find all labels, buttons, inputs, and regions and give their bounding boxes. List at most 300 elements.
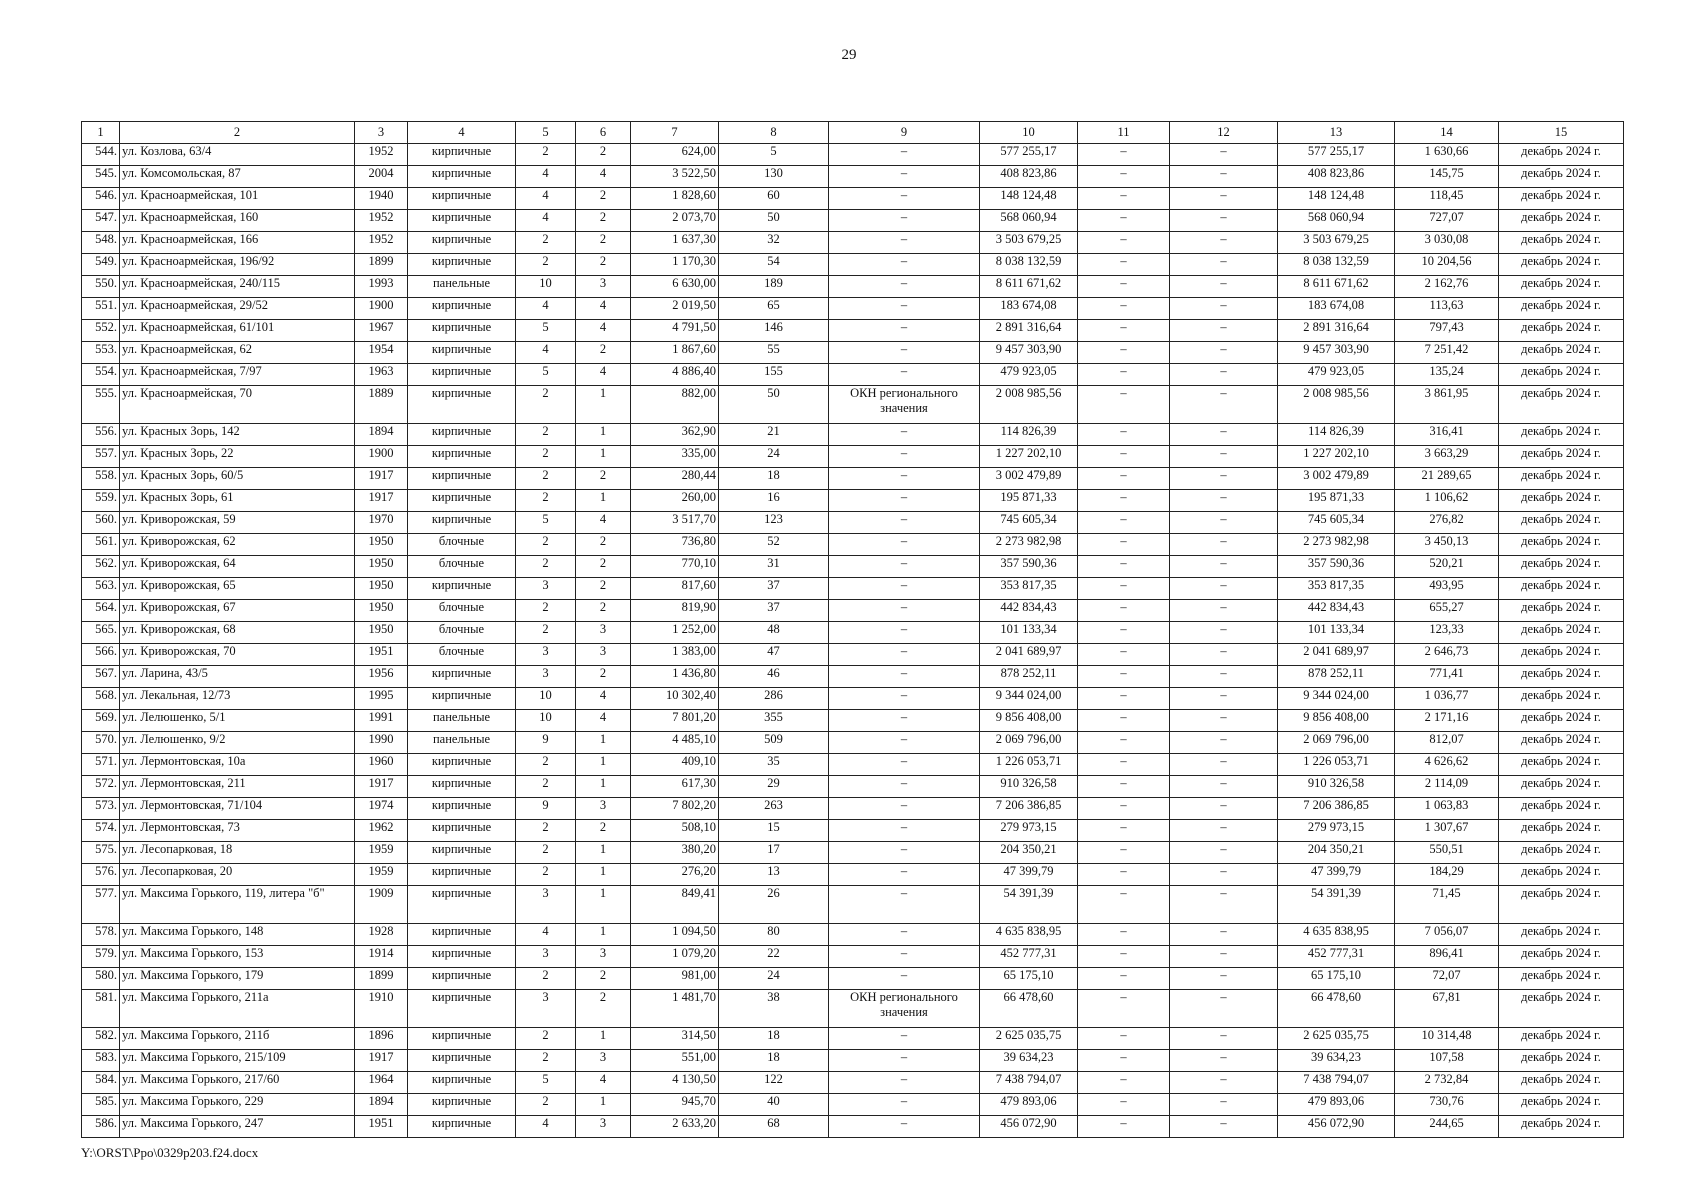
table-cell: 2 633,20 [631, 1116, 719, 1138]
table-cell: декабрь 2024 г. [1499, 512, 1624, 534]
table-cell: 1950 [355, 600, 408, 622]
table-row [82, 842, 1624, 864]
table-cell: 565. [82, 622, 120, 644]
table-cell: 135,24 [1395, 364, 1499, 386]
table-cell: 286 [719, 688, 829, 710]
table-cell: – [1078, 298, 1170, 320]
table-cell: – [1078, 534, 1170, 556]
table-cell: декабрь 2024 г. [1499, 688, 1624, 710]
table-cell: 114 826,39 [980, 424, 1078, 446]
table-cell: 276,20 [631, 864, 719, 886]
table-cell: – [1170, 298, 1278, 320]
table-cell: 1 252,00 [631, 622, 719, 644]
table-cell: 2 [576, 254, 631, 276]
table-cell: 3 [516, 666, 576, 688]
table-cell: 1 226 053,71 [1278, 754, 1395, 776]
table-cell: – [829, 320, 980, 342]
table-cell: 280,44 [631, 468, 719, 490]
table-cell: 4 626,62 [1395, 754, 1499, 776]
table-cell: 2 114,09 [1395, 776, 1499, 798]
table-cell: 819,90 [631, 600, 719, 622]
table-cell: 54 391,39 [980, 886, 1078, 924]
table-cell: – [1170, 166, 1278, 188]
table-cell: 2 [576, 600, 631, 622]
table-cell: ул. Лермонтовская, 10а [120, 754, 355, 776]
table-cell: 4 635 838,95 [1278, 924, 1395, 946]
table-cell: ул. Красноармейская, 61/101 [120, 320, 355, 342]
table-cell: 945,70 [631, 1094, 719, 1116]
table-cell: 314,50 [631, 1028, 719, 1050]
table-cell: 4 791,50 [631, 320, 719, 342]
table-cell: ул. Ларина, 43/5 [120, 666, 355, 688]
table-cell: ул. Красных Зорь, 60/5 [120, 468, 355, 490]
table-row [82, 644, 1624, 666]
table-row [82, 754, 1624, 776]
table-cell: – [1170, 232, 1278, 254]
table-cell: – [1170, 820, 1278, 842]
table-cell: 578. [82, 924, 120, 946]
table-cell: 771,41 [1395, 666, 1499, 688]
table-cell: панельные [408, 732, 516, 754]
table-row [82, 924, 1624, 946]
table-cell: декабрь 2024 г. [1499, 188, 1624, 210]
table-cell: 574. [82, 820, 120, 842]
table-cell: 1959 [355, 864, 408, 886]
table-cell: ул. Лермонтовская, 211 [120, 776, 355, 798]
table-cell: – [1170, 644, 1278, 666]
table-cell: 849,41 [631, 886, 719, 924]
table-row [82, 968, 1624, 990]
table-cell: 101 133,34 [1278, 622, 1395, 644]
table-cell: 452 777,31 [980, 946, 1078, 968]
table-cell: ул. Лелюшенко, 5/1 [120, 710, 355, 732]
table-cell: – [1078, 424, 1170, 446]
table-cell: ул. Козлова, 63/4 [120, 144, 355, 166]
table-cell: 13 [719, 864, 829, 886]
table-cell: кирпичные [408, 166, 516, 188]
table-cell: – [829, 468, 980, 490]
table-cell: – [1078, 990, 1170, 1028]
table-cell: 39 634,23 [1278, 1050, 1395, 1072]
table-cell: – [1078, 644, 1170, 666]
table-cell: 2 891 316,64 [980, 320, 1078, 342]
table-cell: – [1170, 386, 1278, 424]
table-cell: декабрь 2024 г. [1499, 644, 1624, 666]
table-cell: 408 823,86 [980, 166, 1078, 188]
table-cell: 520,21 [1395, 556, 1499, 578]
table-row [82, 732, 1624, 754]
table-cell: 10 [516, 710, 576, 732]
table-cell: – [1078, 468, 1170, 490]
table-cell: 122 [719, 1072, 829, 1094]
table-cell: 31 [719, 556, 829, 578]
table-cell: – [829, 1028, 980, 1050]
table-cell: – [1170, 254, 1278, 276]
table-cell: 5 [516, 364, 576, 386]
table-cell: 1950 [355, 578, 408, 600]
table-cell: декабрь 2024 г. [1499, 968, 1624, 990]
table-row [82, 512, 1624, 534]
table-cell: – [829, 1094, 980, 1116]
table-cell: 7 438 794,07 [1278, 1072, 1395, 1094]
column-number-cell: 14 [1395, 122, 1499, 144]
table-cell: 47 399,79 [980, 864, 1078, 886]
table-cell: 2 162,76 [1395, 276, 1499, 298]
table-cell: 878 252,11 [1278, 666, 1395, 688]
table-cell: 2 041 689,97 [1278, 644, 1395, 666]
table-cell: 409,10 [631, 754, 719, 776]
table-cell: – [1078, 144, 1170, 166]
table-cell: 408 823,86 [1278, 166, 1395, 188]
table-cell: 1 481,70 [631, 990, 719, 1028]
table-cell: – [1170, 490, 1278, 512]
table-cell: 1940 [355, 188, 408, 210]
table-row [82, 342, 1624, 364]
table-cell: – [829, 298, 980, 320]
table-row [82, 666, 1624, 688]
table-cell: 1896 [355, 1028, 408, 1050]
table-cell: ул. Максима Горького, 215/109 [120, 1050, 355, 1072]
table-cell: декабрь 2024 г. [1499, 776, 1624, 798]
table-cell: 1 063,83 [1395, 798, 1499, 820]
table-cell: 3 [576, 644, 631, 666]
table-cell: 2 [516, 468, 576, 490]
table-cell: ул. Красноармейская, 166 [120, 232, 355, 254]
table-cell: ул. Красноармейская, 196/92 [120, 254, 355, 276]
table-cell: блочные [408, 644, 516, 666]
table-cell: 2 [516, 144, 576, 166]
table-cell: – [1078, 688, 1170, 710]
table-cell: 568 060,94 [980, 210, 1078, 232]
table-cell: – [1170, 600, 1278, 622]
table-cell: ул. Криворожская, 68 [120, 622, 355, 644]
table-cell: – [829, 1116, 980, 1138]
table-cell: 32 [719, 232, 829, 254]
table-cell: – [829, 666, 980, 688]
table-cell: 3 [576, 946, 631, 968]
table-cell: – [1170, 468, 1278, 490]
table-cell: 617,30 [631, 776, 719, 798]
table-cell: 812,07 [1395, 732, 1499, 754]
table-cell: 1909 [355, 886, 408, 924]
table-cell: 1 036,77 [1395, 688, 1499, 710]
table-cell: 279 973,15 [980, 820, 1078, 842]
table-cell: – [829, 424, 980, 446]
table-cell: 586. [82, 1116, 120, 1138]
table-cell: 2 069 796,00 [1278, 732, 1395, 754]
table-cell: 7 206 386,85 [1278, 798, 1395, 820]
table-cell: декабрь 2024 г. [1499, 424, 1624, 446]
table-cell: 509 [719, 732, 829, 754]
table-cell: 380,20 [631, 842, 719, 864]
table-cell: кирпичные [408, 864, 516, 886]
table-cell: 3 002 479,89 [980, 468, 1078, 490]
table-cell: 24 [719, 446, 829, 468]
table-cell: ул. Красноармейская, 101 [120, 188, 355, 210]
table-cell: 4 [516, 342, 576, 364]
table-cell: 1917 [355, 490, 408, 512]
table-cell: блочные [408, 534, 516, 556]
table-cell: – [1078, 512, 1170, 534]
table-cell: 68 [719, 1116, 829, 1138]
table-cell: – [1170, 924, 1278, 946]
table-cell: 3 [576, 798, 631, 820]
table-cell: 2 [516, 446, 576, 468]
table-cell: – [829, 446, 980, 468]
table-cell: 148 124,48 [980, 188, 1078, 210]
table-cell: 204 350,21 [1278, 842, 1395, 864]
table-cell: 878 252,11 [980, 666, 1078, 688]
table-cell: 547. [82, 210, 120, 232]
table-cell: 882,00 [631, 386, 719, 424]
table-cell: 7 438 794,07 [980, 1072, 1078, 1094]
table-cell: – [829, 578, 980, 600]
table-cell: 1951 [355, 1116, 408, 1138]
table-cell: – [1078, 364, 1170, 386]
table-cell: 479 893,06 [980, 1094, 1078, 1116]
table-cell: – [1170, 512, 1278, 534]
table-cell: 4 [516, 210, 576, 232]
table-cell: – [1078, 886, 1170, 924]
table-cell: 46 [719, 666, 829, 688]
table-cell: 195 871,33 [1278, 490, 1395, 512]
table-row [82, 622, 1624, 644]
table-cell: – [1078, 600, 1170, 622]
table-cell: декабрь 2024 г. [1499, 578, 1624, 600]
table-cell: декабрь 2024 г. [1499, 1116, 1624, 1138]
table-cell: 2 [516, 1094, 576, 1116]
table-cell: – [1170, 1094, 1278, 1116]
table-row [82, 886, 1624, 924]
table-cell: 1 867,60 [631, 342, 719, 364]
table-cell: 2 [516, 1028, 576, 1050]
table-cell: – [1078, 710, 1170, 732]
table-row [82, 424, 1624, 446]
table-cell: 3 861,95 [1395, 386, 1499, 424]
table-cell: – [829, 968, 980, 990]
table-cell: 1 383,00 [631, 644, 719, 666]
table-cell: декабрь 2024 г. [1499, 798, 1624, 820]
table-cell: 4 [516, 298, 576, 320]
table-cell: 479 923,05 [980, 364, 1078, 386]
table-cell: декабрь 2024 г. [1499, 924, 1624, 946]
table-cell: декабрь 2024 г. [1499, 276, 1624, 298]
table-row [82, 776, 1624, 798]
table-cell: 1900 [355, 298, 408, 320]
table-cell: 67,81 [1395, 990, 1499, 1028]
table-cell: ул. Максима Горького, 229 [120, 1094, 355, 1116]
table-cell: – [1170, 556, 1278, 578]
table-cell: – [1078, 946, 1170, 968]
table-cell: декабрь 2024 г. [1499, 600, 1624, 622]
table-cell: 573. [82, 798, 120, 820]
table-row [82, 446, 1624, 468]
table-cell: – [1078, 276, 1170, 298]
table-cell: 1962 [355, 820, 408, 842]
table-row [82, 364, 1624, 386]
table-cell: 1952 [355, 232, 408, 254]
table-cell: 8 611 671,62 [980, 276, 1078, 298]
table-cell: – [1078, 968, 1170, 990]
table-cell: 183 674,08 [1278, 298, 1395, 320]
table-cell: 569. [82, 710, 120, 732]
table-cell: 10 [516, 276, 576, 298]
table-cell: 1889 [355, 386, 408, 424]
table-cell: 5 [516, 1072, 576, 1094]
table-cell: 555. [82, 386, 120, 424]
table-cell: 7 802,20 [631, 798, 719, 820]
table-cell: – [1170, 798, 1278, 820]
table-cell: 72,07 [1395, 968, 1499, 990]
table-cell: кирпичные [408, 424, 516, 446]
table-cell: 551. [82, 298, 120, 320]
table-cell: 9 [516, 732, 576, 754]
table-row [82, 254, 1624, 276]
table-cell: 563. [82, 578, 120, 600]
table-cell: 2 019,50 [631, 298, 719, 320]
table-cell: – [829, 490, 980, 512]
table-cell: кирпичные [408, 688, 516, 710]
table-cell: ул. Лелюшенко, 9/2 [120, 732, 355, 754]
table-row [82, 1072, 1624, 1094]
table-row [82, 386, 1624, 424]
table-cell: – [829, 732, 980, 754]
table-cell: 1899 [355, 254, 408, 276]
table-row [82, 210, 1624, 232]
table-cell: – [1170, 666, 1278, 688]
housing-registry-table [81, 121, 1624, 1138]
table-cell: – [1170, 1050, 1278, 1072]
table-cell: 1990 [355, 732, 408, 754]
table-cell: 3 [576, 1116, 631, 1138]
table-cell: 279 973,15 [1278, 820, 1395, 842]
table-cell: 2 [516, 1050, 576, 1072]
table-cell: 66 478,60 [1278, 990, 1395, 1028]
table-cell: ул. Лермонтовская, 71/104 [120, 798, 355, 820]
table-cell: 493,95 [1395, 578, 1499, 600]
table-cell: 1954 [355, 342, 408, 364]
table-cell: 2 732,84 [1395, 1072, 1499, 1094]
table-cell: 123 [719, 512, 829, 534]
table-cell: 1910 [355, 990, 408, 1028]
table-cell: 260,00 [631, 490, 719, 512]
table-cell: ул. Лекальная, 12/73 [120, 688, 355, 710]
table-cell: 1 [576, 424, 631, 446]
table-cell: 24 [719, 968, 829, 990]
table-cell: кирпичные [408, 512, 516, 534]
table-cell: кирпичные [408, 1050, 516, 1072]
table-cell: кирпичные [408, 490, 516, 512]
table-cell: – [829, 166, 980, 188]
table-cell: кирпичные [408, 1116, 516, 1138]
table-cell: – [1078, 864, 1170, 886]
table-cell: 566. [82, 644, 120, 666]
table-cell: – [1078, 386, 1170, 424]
table-cell: 40 [719, 1094, 829, 1116]
table-cell: 9 344 024,00 [980, 688, 1078, 710]
table-cell: – [1170, 732, 1278, 754]
table-cell: 745 605,34 [980, 512, 1078, 534]
column-number-cell: 5 [516, 122, 576, 144]
table-cell: 10 [516, 688, 576, 710]
table-cell: 544. [82, 144, 120, 166]
table-cell: – [829, 820, 980, 842]
column-number-row [82, 122, 1624, 144]
column-number-cell: 10 [980, 122, 1078, 144]
table-cell: 1 [576, 754, 631, 776]
table-cell: 118,45 [1395, 188, 1499, 210]
table-cell: 2 [576, 232, 631, 254]
table-cell: 130 [719, 166, 829, 188]
table-cell: – [1078, 1116, 1170, 1138]
table-cell: 553. [82, 342, 120, 364]
table-cell: 1 106,62 [1395, 490, 1499, 512]
table-cell: – [1170, 320, 1278, 342]
table-cell: 7 206 386,85 [980, 798, 1078, 820]
table-row [82, 298, 1624, 320]
table-cell: кирпичные [408, 188, 516, 210]
table-cell: 1 [576, 732, 631, 754]
table-cell: – [1170, 842, 1278, 864]
table-cell: 1894 [355, 424, 408, 446]
table-cell: 4 [576, 320, 631, 342]
table-cell: 452 777,31 [1278, 946, 1395, 968]
table-cell: 2 [516, 490, 576, 512]
table-cell: – [1170, 276, 1278, 298]
column-number-cell: 7 [631, 122, 719, 144]
table-cell: – [1078, 820, 1170, 842]
table-cell: 3 450,13 [1395, 534, 1499, 556]
table-cell: 570. [82, 732, 120, 754]
table-cell: 562. [82, 556, 120, 578]
table-cell: 575. [82, 842, 120, 864]
table-cell: 48 [719, 622, 829, 644]
table-cell: панельные [408, 276, 516, 298]
table-cell: ул. Максима Горького, 148 [120, 924, 355, 946]
table-cell: 580. [82, 968, 120, 990]
table-row [82, 1050, 1624, 1072]
table-cell: 2 [516, 556, 576, 578]
table-cell: 2 [576, 968, 631, 990]
table-cell: ул. Красноармейская, 7/97 [120, 364, 355, 386]
table-cell: 4 [576, 364, 631, 386]
table-cell: 47 399,79 [1278, 864, 1395, 886]
table-cell: декабрь 2024 г. [1499, 144, 1624, 166]
table-cell: 276,82 [1395, 512, 1499, 534]
table-cell: декабрь 2024 г. [1499, 556, 1624, 578]
table-cell: 1993 [355, 276, 408, 298]
table-cell: 3 [516, 886, 576, 924]
table-cell: 52 [719, 534, 829, 556]
table-cell: – [1170, 424, 1278, 446]
table-cell: 2 [516, 776, 576, 798]
table-cell: кирпичные [408, 946, 516, 968]
table-cell: 4 [576, 1072, 631, 1094]
table-cell: – [1078, 1050, 1170, 1072]
table-cell: 557. [82, 446, 120, 468]
table-cell: 4 485,10 [631, 732, 719, 754]
table-cell: 2 [516, 534, 576, 556]
table-cell: панельные [408, 710, 516, 732]
table-cell: 456 072,90 [980, 1116, 1078, 1138]
table-cell: 579. [82, 946, 120, 968]
table-cell: ул. Криворожская, 70 [120, 644, 355, 666]
table-cell: 2 [576, 144, 631, 166]
table-cell: – [829, 600, 980, 622]
table-cell: 1950 [355, 556, 408, 578]
table-cell: 736,80 [631, 534, 719, 556]
table-cell: 3 [516, 644, 576, 666]
